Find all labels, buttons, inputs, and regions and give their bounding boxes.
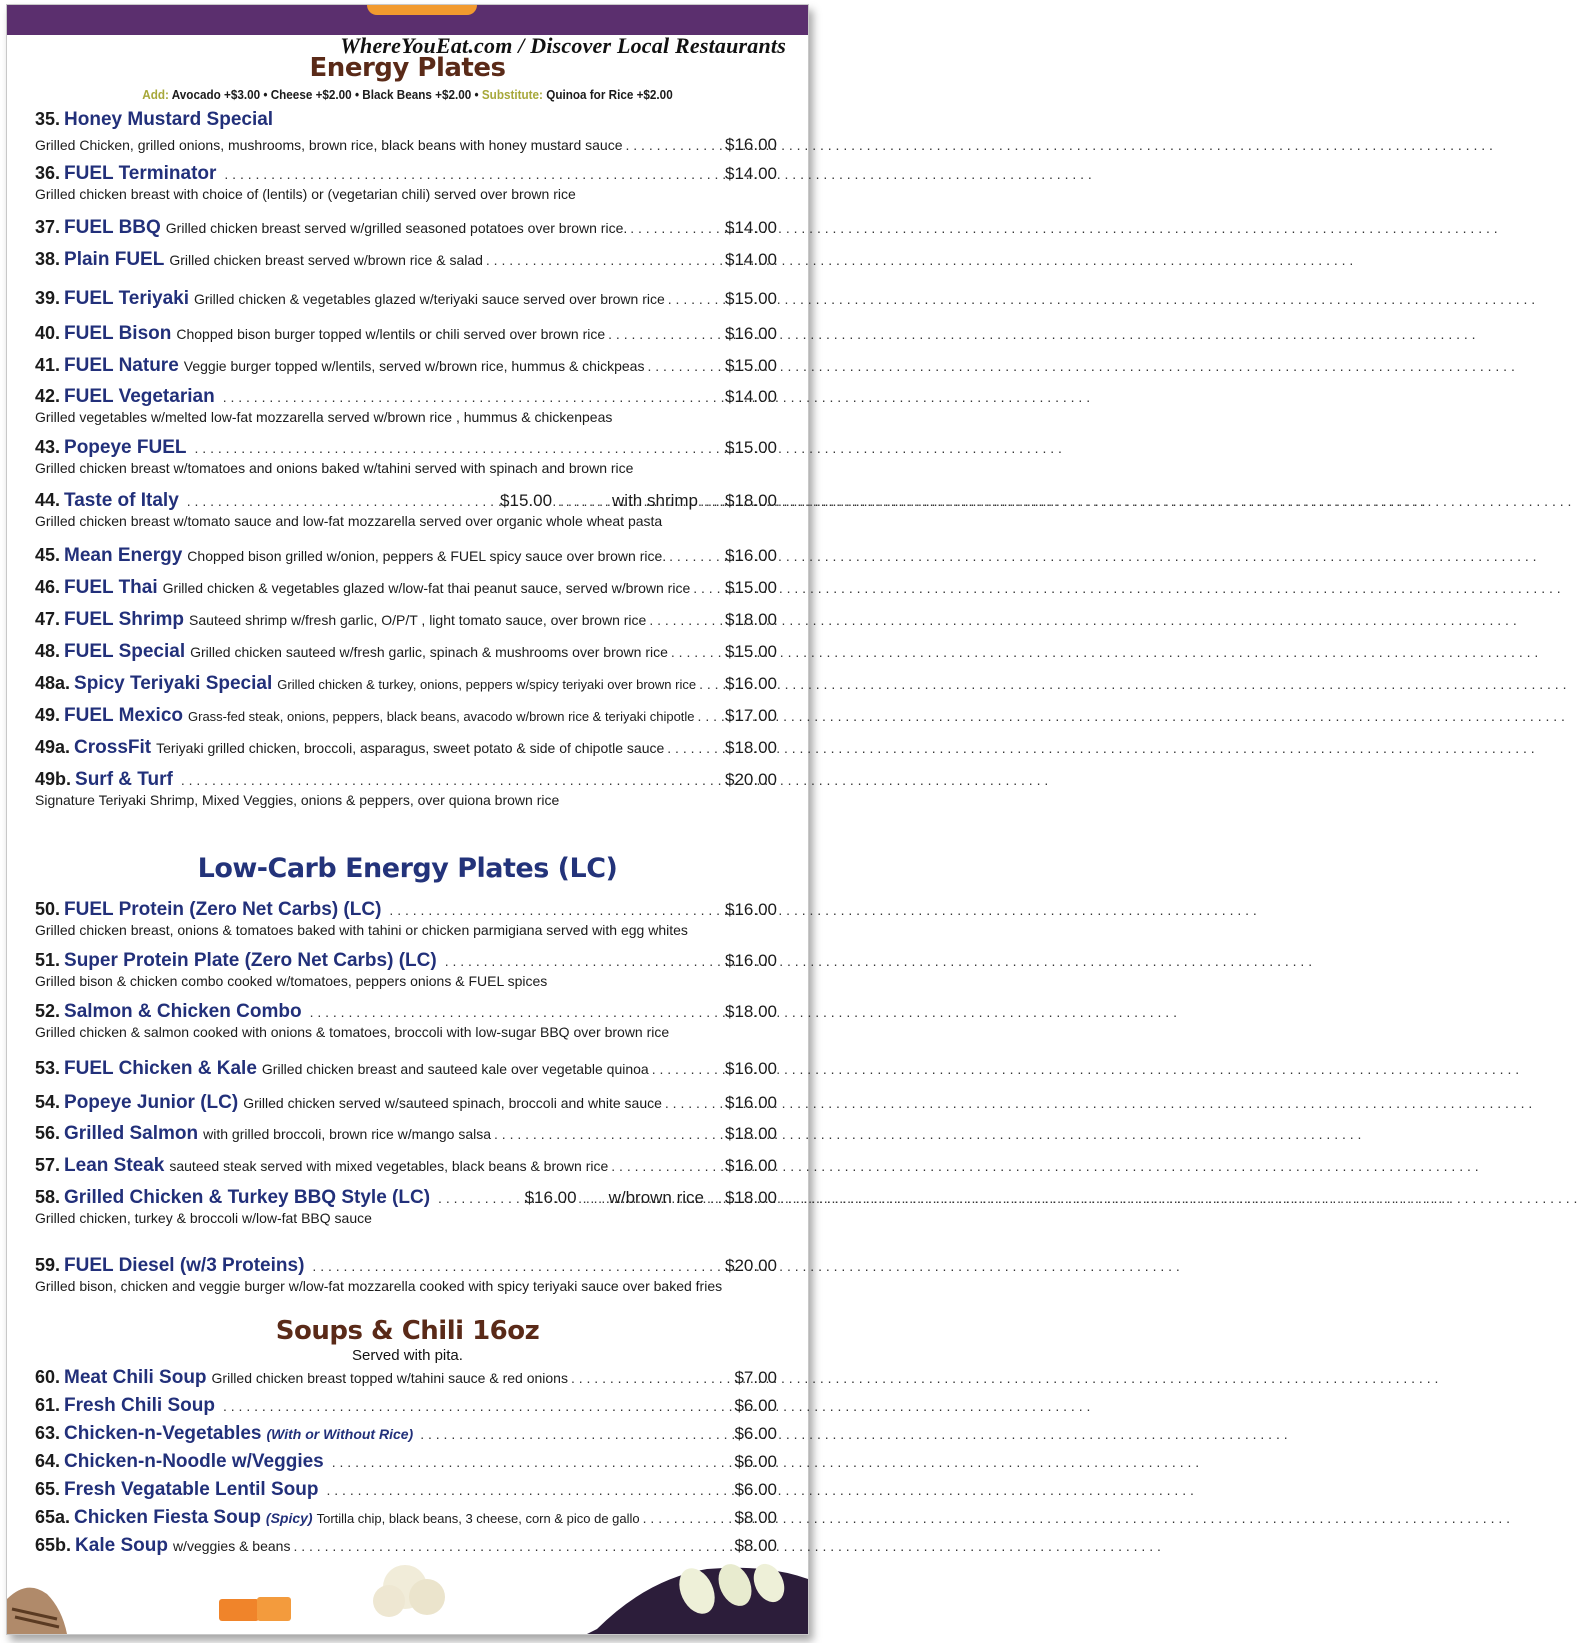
watermark: WhereYouEat.com / Discover Local Restaurants	[340, 33, 786, 58]
item-number: 36.	[35, 163, 61, 183]
leader-dots	[389, 902, 722, 918]
menu-item	[35, 641, 777, 663]
item-price: $7.00	[734, 1368, 777, 1387]
item-description: Grilled chicken breast, onions & tomatoes baked with tahini or chicken parmigiana served with egg whites	[35, 922, 688, 938]
leader-dots	[667, 740, 722, 756]
item-name: Surf & Turf	[75, 769, 173, 790]
item-name: FUEL Nature	[64, 355, 179, 376]
item-name: Super Protein Plate (Zero Net Carbs) (LC)	[64, 950, 437, 971]
item-name: Mean Energy	[64, 545, 183, 566]
item-price: $16.00	[725, 1156, 777, 1175]
item-number: 45.	[35, 545, 61, 565]
item-description: w/veggies & beans	[172, 1538, 291, 1554]
item-price: $16.00	[725, 900, 777, 919]
item-description: Grilled chicken breast served w/brown rice & salad	[169, 252, 483, 268]
item-name: Chicken-n-Noodle w/Veggies	[64, 1451, 324, 1472]
leader-dots	[704, 493, 722, 509]
item-price: $14.00	[725, 387, 777, 406]
leader-dots	[611, 1158, 722, 1174]
item-price: $18.00	[725, 1124, 777, 1143]
substitute-label: Substitute:	[481, 87, 543, 102]
item-price-base: $15.00	[500, 491, 553, 510]
item-description: Teriyaki grilled chicken, broccoli, asparagus, sweet potato & side of chipotle sauce	[156, 740, 665, 756]
menu-item	[35, 1058, 777, 1080]
item-name: Popeye FUEL	[64, 437, 187, 458]
item-name: Lean Steak	[64, 1155, 165, 1176]
menu-page	[6, 4, 809, 1635]
menu-item	[35, 1187, 777, 1226]
item-name: FUEL Vegetarian	[64, 386, 215, 407]
item-name: Spicy Teriyaki Special	[74, 673, 273, 694]
item-price: $20.00	[725, 770, 777, 789]
leader-dots	[181, 772, 722, 788]
item-description: Grilled chicken & vegetables glazed w/low-fat thai peanut sauce, served w/brown rice	[162, 580, 691, 596]
item-price: $6.00	[734, 1480, 777, 1499]
menu-item	[35, 1479, 777, 1501]
item-price: $16.00	[725, 546, 777, 565]
item-name: Popeye Junior (LC)	[64, 1092, 239, 1113]
leader-dots	[223, 1398, 731, 1414]
item-name: FUEL Thai	[64, 577, 158, 598]
item-price: $16.00	[725, 324, 777, 343]
item-number: 48a.	[35, 673, 71, 693]
item-price: $18.00	[725, 610, 777, 629]
leader-dots	[647, 358, 722, 374]
item-number: 60.	[35, 1367, 61, 1387]
item-price: $6.00	[734, 1396, 777, 1415]
leader-dots	[698, 708, 722, 724]
item-number: 64.	[35, 1451, 61, 1471]
item-description: Grilled chicken breast with choice of (lentils) or (vegetarian chili) served over brown rice	[35, 186, 576, 202]
leader-dots	[224, 166, 722, 182]
item-description: Grass-fed steak, onions, peppers, black beans, avacodo w/brown rice & teriyaki chipotle	[188, 709, 695, 724]
menu-item	[35, 1123, 777, 1145]
section-title-energy: Energy Plates	[309, 53, 506, 83]
item-name: Kale Soup	[75, 1535, 168, 1556]
leader-dots	[643, 1510, 732, 1526]
menu-item	[35, 1155, 777, 1177]
item-description: with grilled broccoli, brown rice w/mango salsa	[203, 1126, 492, 1142]
item-number: 47.	[35, 609, 61, 629]
item-description: Grilled bison & chicken combo cooked w/tomatoes, peppers onions & FUEL spices	[35, 973, 548, 989]
item-price: $16.00	[725, 135, 777, 154]
item-number: 58.	[35, 1187, 61, 1207]
item-name: CrossFit	[74, 737, 152, 758]
item-name: Honey Mustard Special	[64, 109, 274, 130]
decorative-bump	[367, 5, 477, 15]
item-description: Grilled chicken breast served w/grilled seasoned potatoes over brown rice.	[165, 220, 628, 236]
menu-item	[35, 163, 777, 202]
add-label: Add:	[142, 87, 169, 102]
item-number: 49.	[35, 705, 61, 725]
add-items: Avocado +$3.00 • Cheese +$2.00 • Black Beans +$2.00 •	[171, 87, 479, 102]
item-description: Grilled chicken breast w/tomatoes and onions baked w/tahini served with spinach and brown rice	[35, 460, 634, 476]
leader-dots	[187, 493, 494, 509]
item-price: $14.00	[725, 164, 777, 183]
leader-dots	[626, 137, 723, 153]
item-price-option-label: w/brown rice	[608, 1188, 704, 1207]
item-tag: (With or Without Rice)	[266, 1426, 414, 1442]
item-price: $15.00	[725, 642, 777, 661]
item-number: 39.	[35, 288, 61, 308]
item-price: $18.00	[725, 1002, 777, 1021]
item-number: 38.	[35, 249, 61, 269]
item-name: FUEL Chicken & Kale	[64, 1058, 257, 1079]
item-number: 61.	[35, 1395, 61, 1415]
item-description: Grilled chicken served w/sauteed spinach, broccoli and white sauce	[243, 1095, 662, 1111]
leader-dots	[438, 1190, 519, 1206]
item-number: 43.	[35, 437, 61, 457]
item-price: $18.00	[725, 738, 777, 757]
item-name: Grilled Salmon	[64, 1123, 199, 1144]
top-color-band	[7, 5, 808, 35]
leader-dots	[699, 676, 722, 692]
item-number: 54.	[35, 1092, 61, 1112]
item-price: $6.00	[734, 1452, 777, 1471]
item-price: $8.00	[734, 1508, 777, 1527]
item-price: $18.00	[725, 1188, 777, 1207]
item-number: 37.	[35, 217, 61, 237]
item-description: Grilled chicken, turkey & broccoli w/low-fat BBQ sauce	[35, 1210, 372, 1226]
leader-dots	[312, 1258, 722, 1274]
menu-item	[35, 737, 777, 759]
item-description: Sauteed shrimp w/fresh garlic, O/P/T , light tomato sauce, over brown rice	[189, 612, 647, 628]
item-number: 42.	[35, 386, 61, 406]
menu-item	[35, 1423, 777, 1445]
item-price: $14.00	[725, 250, 777, 269]
leader-dots	[195, 440, 722, 456]
item-number: 40.	[35, 323, 61, 343]
item-number: 50.	[35, 899, 61, 919]
leader-dots	[486, 252, 722, 268]
item-description: Grilled chicken breast and sauteed kale over vegetable quinoa	[261, 1061, 649, 1077]
item-description: Veggie burger topped w/lentils, served w/brown rice, hummus & chickpeas	[183, 358, 645, 374]
menu-item	[35, 545, 777, 567]
menu-item	[35, 323, 777, 345]
section-title-soups: Soups & Chili 16oz	[275, 1316, 540, 1346]
item-number: 46.	[35, 577, 61, 597]
menu-item	[35, 1255, 777, 1294]
leader-dots	[652, 1061, 722, 1077]
item-price-option-label: with shrimp	[612, 491, 698, 510]
leader-dots	[669, 548, 722, 564]
item-number: 41.	[35, 355, 61, 375]
item-description: Grilled chicken & turkey, onions, peppers w/spicy teriyaki over brown rice	[277, 677, 697, 692]
item-description: Grilled chicken & vegetables glazed w/teriyaki sauce served over brown rice	[194, 291, 665, 307]
leader-dots	[668, 291, 722, 307]
item-description: Grilled Chicken, grilled onions, mushrooms, brown rice, black beans with honey mustard sauce	[35, 137, 623, 153]
item-price: $16.00	[725, 1093, 777, 1112]
item-name: Meat Chili Soup	[64, 1367, 207, 1388]
item-description: Grilled chicken sauteed w/fresh garlic, spinach & mushrooms over brown rice	[190, 644, 668, 660]
item-price-base: $16.00	[524, 1188, 577, 1207]
item-number: 65a.	[35, 1507, 71, 1527]
item-number: 51.	[35, 950, 61, 970]
leader-dots	[665, 1095, 722, 1111]
leader-dots	[332, 1454, 732, 1470]
item-number: 49b.	[35, 769, 72, 789]
item-name: Taste of Italy	[64, 490, 179, 511]
item-name: FUEL BBQ	[64, 217, 161, 238]
item-description: Chopped bison burger topped w/lentils or chili served over brown rice	[176, 326, 606, 342]
menu-item	[35, 1367, 777, 1389]
item-price: $15.00	[725, 578, 777, 597]
add-substitute-line	[47, 87, 768, 102]
leader-dots	[571, 1370, 731, 1386]
item-price: $20.00	[725, 1256, 777, 1275]
menu-item	[35, 490, 777, 529]
item-price: $16.00	[725, 951, 777, 970]
cauliflower-illustration	[373, 1565, 445, 1617]
food-illustrations	[7, 1539, 808, 1634]
item-number: 48.	[35, 641, 61, 661]
menu-item	[35, 609, 777, 631]
item-number: 57.	[35, 1155, 61, 1175]
sweet-potato-illustration	[219, 1597, 291, 1621]
item-name: Fresh Vegatable Lentil Soup	[64, 1479, 319, 1500]
menu-item	[35, 1092, 777, 1114]
menu-item	[35, 355, 777, 377]
item-name: Chicken-n-Vegetables	[64, 1423, 262, 1444]
item-price: $16.00	[725, 1059, 777, 1078]
item-name: FUEL Mexico	[64, 705, 183, 726]
leader-dots	[630, 220, 722, 236]
item-number: 53.	[35, 1058, 61, 1078]
item-name: Salmon & Chicken Combo	[64, 1001, 302, 1022]
item-number: 52.	[35, 1001, 61, 1021]
item-description: Grilled chicken breast topped w/tahini sauce & red onions	[211, 1370, 568, 1386]
item-price: $15.00	[725, 438, 777, 457]
item-name: FUEL Bison	[64, 323, 172, 344]
item-price: $15.00	[725, 356, 777, 375]
menu-item	[35, 950, 777, 989]
item-description: Grilled vegetables w/melted low-fat mozzarella served w/brown rice , hummus & chickenpeas	[35, 409, 613, 425]
item-number: 59.	[35, 1255, 61, 1275]
leader-dots	[223, 389, 722, 405]
item-price: $15.00	[725, 289, 777, 308]
item-description: Chopped bison grilled w/onion, peppers & FUEL spicy sauce over brown rice.	[187, 548, 667, 564]
item-name: FUEL Special	[64, 641, 186, 662]
leader-dots	[420, 1426, 731, 1442]
item-number: 44.	[35, 490, 61, 510]
item-price: $6.00	[734, 1424, 777, 1443]
item-name: Plain FUEL	[64, 249, 165, 270]
item-name: FUEL Terminator	[64, 163, 217, 184]
menu-item	[35, 249, 777, 271]
menu-item	[35, 386, 777, 425]
leader-dots	[445, 953, 722, 969]
item-price: $14.00	[725, 218, 777, 237]
item-name: FUEL Teriyaki	[64, 288, 189, 309]
item-price: $18.00	[725, 491, 777, 510]
menu-item	[35, 437, 777, 476]
item-price: $17.00	[725, 706, 777, 725]
item-description: Grilled chicken & salmon cooked with onions & tomatoes, broccoli with low-sugar BBQ over brown rice	[35, 1024, 670, 1040]
item-number: 65.	[35, 1479, 61, 1499]
menu-item	[35, 1001, 777, 1040]
leader-dots	[608, 326, 722, 342]
item-description: Signature Teriyaki Shrimp, Mixed Veggies, onions & peppers, over quiona brown rice	[35, 792, 560, 808]
menu-item	[35, 673, 777, 695]
item-description: Tortilla chip, black beans, 3 cheese, corn & pico de gallo	[316, 1511, 640, 1526]
menu-item	[35, 109, 777, 155]
section-title-lowcarb: Low-Carb Energy Plates (LC)	[197, 853, 618, 884]
menu-item	[35, 1507, 777, 1529]
menu-item	[35, 1451, 777, 1473]
leader-dots	[693, 580, 722, 596]
item-name: FUEL Protein (Zero Net Carbs) (LC)	[64, 899, 382, 920]
eggplant-illustration	[587, 1559, 808, 1634]
item-price: $8.00	[734, 1536, 777, 1555]
leader-dots	[671, 644, 722, 660]
leader-dots	[649, 612, 722, 628]
leader-dots	[310, 1004, 722, 1020]
item-description: Grilled chicken breast w/tomato sauce and low-fat mozzarella served over organic whole wheat pasta	[35, 513, 663, 529]
item-name: Grilled Chicken & Turkey BBQ Style (LC)	[64, 1187, 431, 1208]
chicken-illustration	[7, 1588, 67, 1634]
leader-dots	[583, 1190, 603, 1206]
item-name: FUEL Shrimp	[64, 609, 185, 630]
item-description: Grilled bison, chicken and veggie burger w/low-fat mozzarella cooked with spicy teriyaki sauce over baked fries	[35, 1278, 723, 1294]
leader-dots	[326, 1482, 731, 1498]
leader-dots	[494, 1126, 722, 1142]
item-number: 63.	[35, 1423, 61, 1443]
menu-item	[35, 769, 777, 808]
item-price: $16.00	[725, 674, 777, 693]
menu-item	[35, 288, 777, 310]
item-tag: (Spicy)	[265, 1510, 313, 1526]
item-number: 35.	[35, 109, 61, 129]
menu-item	[35, 577, 777, 599]
substitute-text: Quinoa for Rice +$2.00	[546, 87, 673, 102]
leader-dots	[710, 1190, 722, 1206]
item-name: Chicken Fiesta Soup	[74, 1507, 261, 1528]
menu-item	[35, 705, 777, 727]
section-subtitle-soups: Served with pita.	[352, 1347, 463, 1364]
item-number: 49a.	[35, 737, 71, 757]
item-number: 65b.	[35, 1535, 72, 1555]
item-number: 56.	[35, 1123, 61, 1143]
menu-item	[35, 217, 777, 239]
item-name: Fresh Chili Soup	[64, 1395, 215, 1416]
menu-item	[35, 1395, 777, 1417]
item-name: FUEL Diesel (w/3 Proteins)	[64, 1255, 305, 1276]
leader-dots	[558, 493, 606, 509]
menu-item	[35, 899, 777, 938]
item-description: sauteed steak served with mixed vegetables, black beans & brown rice	[169, 1158, 609, 1174]
